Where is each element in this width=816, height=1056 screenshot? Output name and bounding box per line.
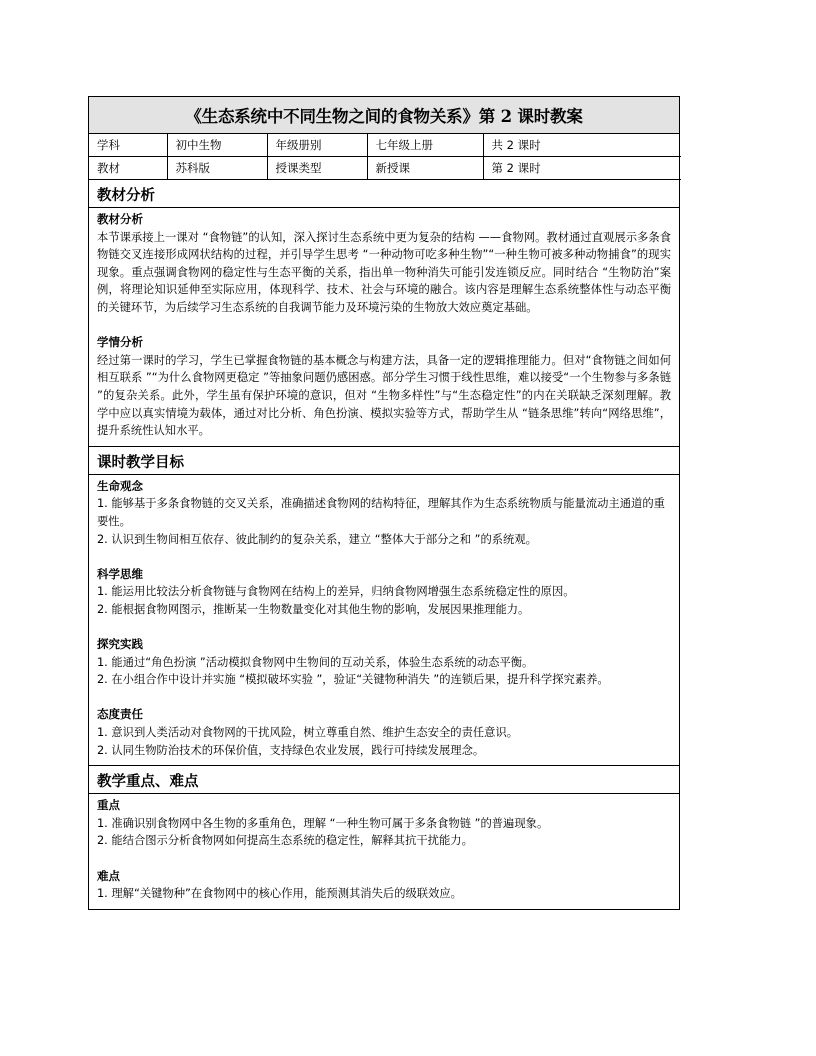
subheading: 态度责任 [97, 707, 143, 722]
subheading: 重点 [97, 798, 120, 813]
list-item: 1. 理解“关键物种”在食物网中的核心作用，能预测其消失后的级联效应。 [97, 887, 462, 901]
list-item: 2. 认同生物防治技术的环保价值，支持绿色农业发展，践行可持续发展理念。 [97, 743, 485, 757]
info-cell: 学科 [89, 134, 167, 157]
subheading: 教材分析 [97, 212, 143, 226]
paragraph: 本节课承接上一课对 “食物链”的认知，深入探讨生态系统中更为复杂的结构 ——食物网。教材通过直观展示多条食物链交叉连接形成网状结构的过程，并引导学生思考 “一种动物可吃多种生物”“一种生物可被多种动物捕食”的现实现象。重点强调食物网的稳定性与生态平衡的关系，指出单一物种消失可能引发连锁反应。同时结合 “生物防治”案例，将理论知识延伸至实际应用，体现科学、技术、社会与环境的融合。该内容是理解生态系统整体性与动态平衡的关键环节，为后续学习生态系统的自我调节能力及环境污染的生物放大效应奠定基础。 [97, 230, 671, 314]
info-cell: 初中生物 [167, 134, 267, 157]
list-item: 2. 认识到生物间相互依存、彼此制约的复杂关系，建立 “整体大于部分之和 ”的系统观。 [97, 532, 537, 546]
list-item: 2. 能结合图示分析食物网如何提高生态系统的稳定性，解释其抗干扰能力。 [97, 834, 473, 848]
info-row [89, 157, 681, 180]
info-cell: 苏科版 [167, 157, 267, 180]
paragraph: 经过第一课时的学习，学生已掌握食物链的基本概念与构建方法，具备一定的逻辑推理能力。但对“食物链之间如何相互联系 ”“为什么食物网更稳定 ”等抽象问题仍感困惑。部分学生习惯于线性思维，难以接受“一个生物参与多条链 ”的复杂关系。此外，学生虽有保护环境的意识，但对 “生物多样性”与“生态稳定性”的内在关联缺乏深刻理解。教学中应以真实情境为载体，通过对比分析、角色扮演、模拟实验等方式，帮助学生从 “链条思维”转向“网络思维”，提升系统性认知水平。 [97, 353, 671, 438]
info-cell: 年级册别 [267, 134, 367, 157]
subheading: 难点 [97, 868, 120, 883]
list-item: 2. 在小组合作中设计并实施 “模拟破坏实验 ”，验证“关键物种消失 ”的连锁后果，提升科学探究素养。 [97, 673, 609, 687]
subheading: 学情分析 [97, 335, 143, 350]
section-heading-objectives: 课时教学目标 [89, 447, 679, 475]
info-cell: 七年级上册 [367, 134, 483, 157]
section-body-objectives [89, 475, 679, 767]
section-heading-textbook-analysis: 教材分析 [89, 180, 679, 208]
list-item: 1. 准确识别食物网中各生物的多重角色，理解 “一种生物可属于多条食物链 ”的普遍现象。 [97, 816, 549, 830]
info-cell: 第 2 课时 [483, 157, 681, 180]
section-body-textbook-analysis [89, 208, 679, 447]
info-cell: 新授课 [367, 157, 483, 180]
subheading: 生命观念 [97, 478, 143, 493]
info-row [89, 134, 681, 157]
document-title: 《生态系统中不同生物之间的食物关系》第 2 课时教案 [89, 97, 679, 134]
lesson-plan-sheet [88, 96, 680, 910]
section-body-key-points [89, 794, 679, 909]
section-heading-key-points: 教学重点、难点 [89, 766, 679, 794]
list-item: 1. 意识到人类活动对食物网的干扰风险，树立尊重自然、维护生态安全的责任意识。 [97, 726, 519, 740]
info-cell: 教材 [89, 157, 167, 180]
info-table [89, 134, 681, 180]
info-cell: 共 2 课时 [483, 134, 681, 157]
subheading: 科学思维 [97, 566, 143, 581]
subheading: 探究实践 [97, 637, 143, 652]
list-item: 1. 能够基于多条食物链的交叉关系，准确描述食物网的结构特征，理解其作为生态系统物质与能量流动主通道的重要性。 [97, 497, 665, 528]
list-item: 2. 能根据食物网图示，推断某一生物数量变化对其他生物的影响，发展因果推理能力。 [97, 602, 530, 616]
info-cell: 授课类型 [267, 157, 367, 180]
list-item: 1. 能运用比较法分析食物链与食物网在结构上的差异，归纳食物网增强生态系统稳定性的原因。 [97, 585, 575, 599]
list-item: 1. 能通过“角色扮演 ”活动模拟食物网中生物间的互动关系，体验生态系统的动态平衡。 [97, 655, 534, 669]
